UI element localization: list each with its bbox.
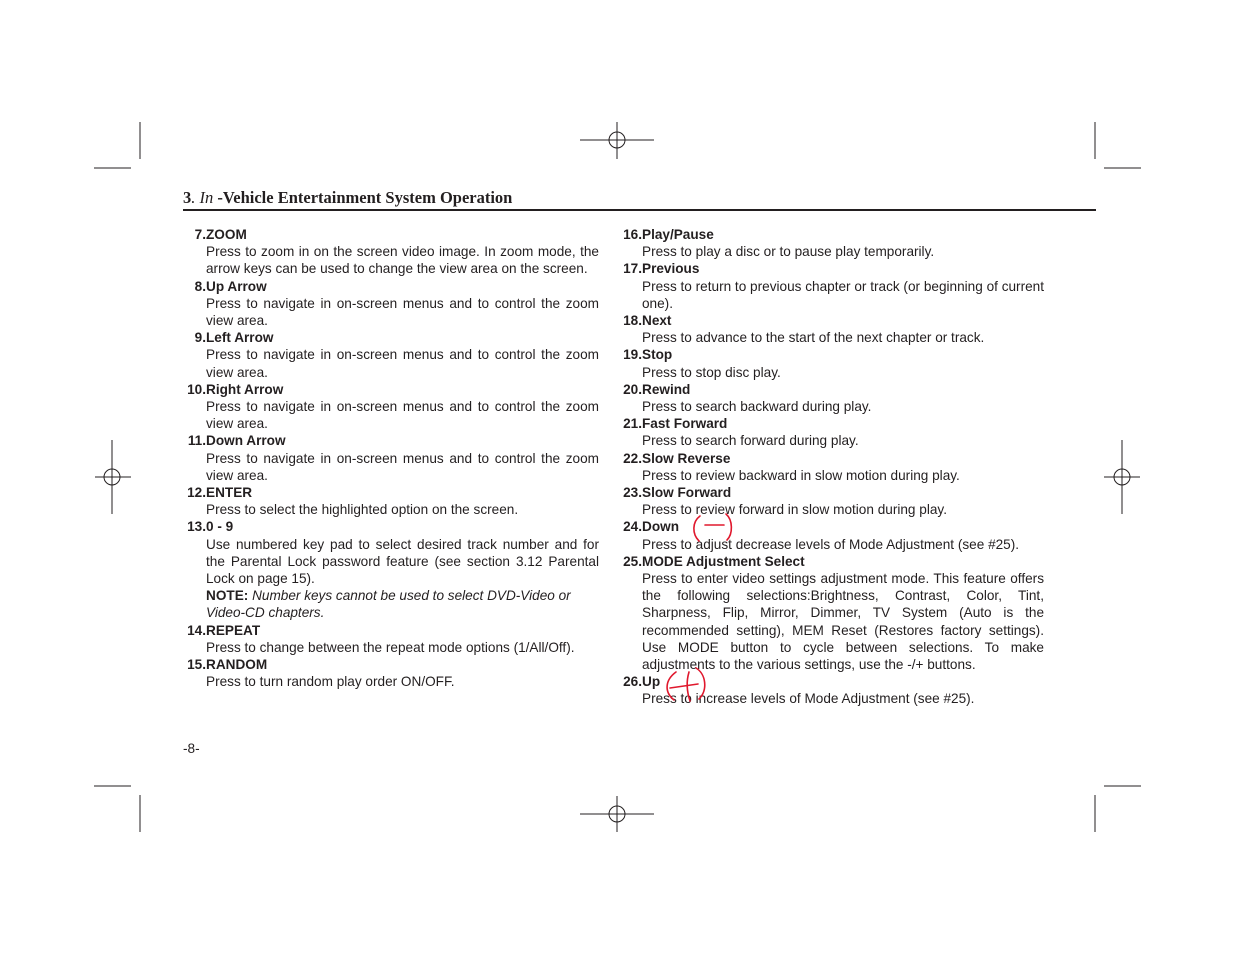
registration-target-bottom xyxy=(580,796,654,832)
item-description: Press to turn random play order ON/OFF. xyxy=(206,674,455,690)
item-number: 19. xyxy=(623,347,642,363)
list-item xyxy=(183,484,599,518)
list-item xyxy=(619,346,1044,380)
item-number: 15. xyxy=(187,657,206,673)
list-item xyxy=(619,518,1044,552)
item-title: MODE Adjustment Select xyxy=(642,553,805,569)
item-number: 11. xyxy=(187,433,206,449)
item-title: 0 - 9 xyxy=(206,519,234,535)
right-column xyxy=(619,226,1044,708)
item-title: Play/Pause xyxy=(642,227,714,242)
item-description: Press to search forward during play. xyxy=(642,433,859,449)
list-item xyxy=(183,381,599,433)
item-note xyxy=(206,587,599,621)
item-title: Down xyxy=(642,519,679,535)
item-description: Press to navigate in on-screen menus and to control the zoom view area. xyxy=(206,399,599,432)
item-title: Up xyxy=(642,674,661,690)
left-column xyxy=(183,226,599,690)
item-description: Press to change between the repeat mode options (1/All/Off). xyxy=(206,639,575,655)
item-title: Slow Forward xyxy=(642,485,732,501)
item-description: Press to advance to the start of the next chapter or track. xyxy=(642,330,985,346)
section-prefix: . In xyxy=(191,188,214,207)
list-item xyxy=(619,415,1044,449)
item-description: Press to review backward in slow motion during play. xyxy=(642,467,960,483)
list-item xyxy=(619,226,1044,260)
item-number: 21. xyxy=(623,416,642,432)
section-number: 3 xyxy=(183,188,192,207)
item-number: 16. xyxy=(623,227,642,242)
item-number: 18. xyxy=(623,313,642,329)
item-title: ZOOM xyxy=(206,227,247,242)
list-item xyxy=(183,329,599,381)
item-description: Press to search backward during play. xyxy=(642,399,872,415)
item-number: 13. xyxy=(187,519,206,535)
list-item xyxy=(619,450,1044,484)
item-title: Up Arrow xyxy=(206,278,267,294)
list-item xyxy=(619,673,1044,707)
list-item xyxy=(183,432,599,484)
item-number: 10. xyxy=(187,381,206,397)
item-title: Right Arrow xyxy=(206,381,284,397)
item-number: 14. xyxy=(187,622,206,638)
item-description: Press to enter video settings adjustment mode. This feature offers the following selections:Brightness, Contrast, Color, Tint, Sharpness, Flip, Mirror, Dimmer, TV System (Auto is the recommended setting), MEM Reset (Restores factory settings). Use MODE button to cycle between selections. To make adjustments to the various settings, use the -/+ buttons. xyxy=(642,571,1044,673)
item-title: Stop xyxy=(642,347,673,363)
item-number: 20. xyxy=(623,381,642,397)
item-description: Press to stop disc play. xyxy=(642,364,781,380)
item-title: Rewind xyxy=(642,381,691,397)
item-title: RANDOM xyxy=(206,657,268,673)
item-description: Press to navigate in on-screen menus and to control the zoom view area. xyxy=(206,295,599,329)
list-item xyxy=(619,484,1044,518)
item-title: Slow Reverse xyxy=(642,450,731,466)
item-number: 17. xyxy=(623,261,642,277)
item-description: Use numbered key pad to select desired track number and for the Parental Lock password feature (see section 3.12 Parental Lock on page 15). xyxy=(206,536,599,587)
item-number: 24. xyxy=(623,519,642,535)
item-description: Press to navigate in on-screen menus and to control the zoom view area. xyxy=(206,450,599,483)
list-item xyxy=(619,381,1044,415)
item-description: Press to play a disc or to pause play temporarily. xyxy=(642,244,935,260)
list-item xyxy=(619,260,1044,312)
item-number: 8. xyxy=(194,278,206,294)
list-item xyxy=(183,226,599,278)
item-description: Press to review forward in slow motion during play. xyxy=(642,502,947,518)
item-number: 26. xyxy=(623,674,642,690)
list-item xyxy=(619,553,1044,673)
item-number: 9. xyxy=(194,330,206,346)
item-description: Press to increase levels of Mode Adjustment (see #25). xyxy=(642,691,975,707)
item-title: Previous xyxy=(642,261,700,277)
list-item xyxy=(183,518,599,621)
item-title: REPEAT xyxy=(206,622,261,638)
item-description: Press to adjust decrease levels of Mode Adjustment (see #25). xyxy=(642,536,1020,552)
item-number: 7. xyxy=(194,227,206,242)
list-item xyxy=(183,622,599,656)
item-description: Press to select the highlighted option on the screen. xyxy=(206,502,519,518)
registration-target-right xyxy=(1104,440,1140,514)
item-title: Fast Forward xyxy=(642,416,728,432)
note-text: Number keys cannot be used to select DVD-Video or Video-CD chapters. xyxy=(206,588,571,621)
item-title: Left Arrow xyxy=(206,330,274,346)
item-description: Press to return to previous chapter or track (or beginning of current one). xyxy=(642,278,1044,311)
list-item xyxy=(619,312,1044,346)
item-number: 23. xyxy=(623,485,642,501)
item-number: 22. xyxy=(623,450,642,466)
page-number: -8- xyxy=(183,741,200,756)
item-title: Next xyxy=(642,313,672,329)
item-title: Down Arrow xyxy=(206,433,286,449)
item-title: ENTER xyxy=(206,485,253,501)
section-title: -Vehicle Entertainment System Operation xyxy=(213,188,513,207)
list-item xyxy=(183,656,599,690)
section-header xyxy=(183,187,1096,211)
registration-target-top xyxy=(580,122,654,159)
list-item xyxy=(183,278,599,330)
note-label: NOTE: xyxy=(206,588,249,604)
item-number: 12. xyxy=(187,485,206,501)
registration-target-left xyxy=(95,440,131,514)
item-description: Press to navigate in on-screen menus and to control the zoom view area. xyxy=(206,347,599,380)
item-number: 25. xyxy=(623,553,642,569)
item-description: Press to zoom in on the screen video image. In zoom mode, the arrow keys can be used to change the view area on the screen. xyxy=(206,244,599,277)
